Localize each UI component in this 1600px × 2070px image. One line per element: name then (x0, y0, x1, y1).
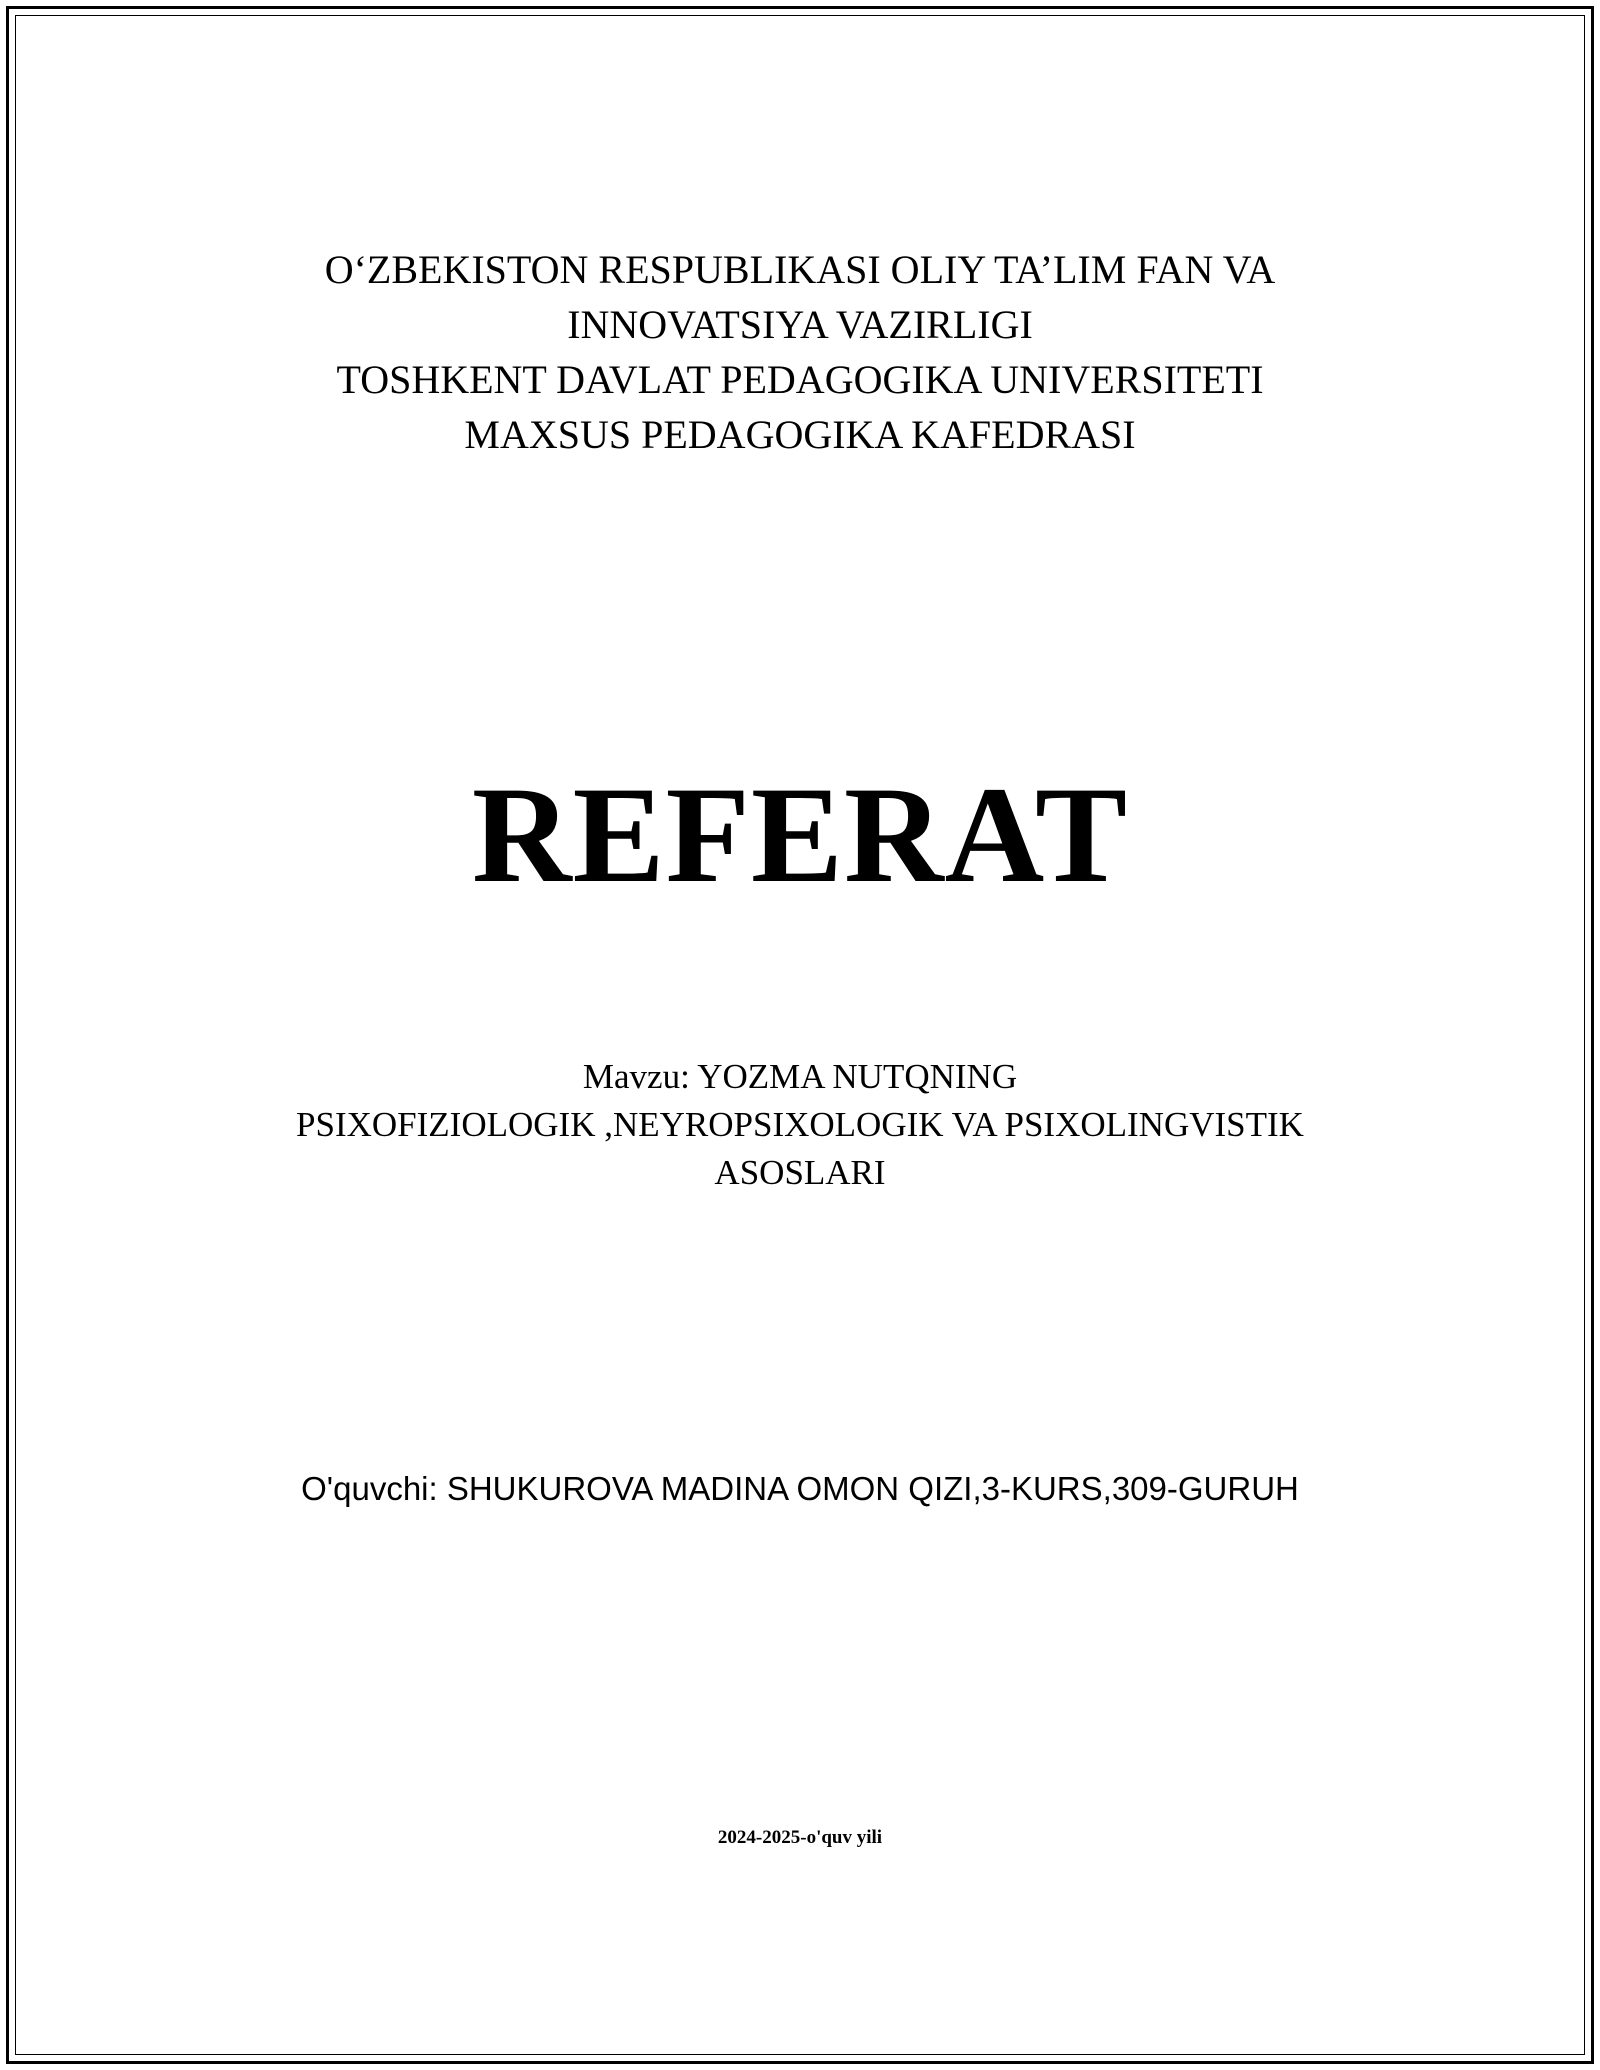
academic-year: 2024-2025-o'quv yili (717, 1827, 883, 1848)
topic-line-1: Mavzu: YOZMA NUTQNING (582, 1057, 1018, 1096)
header-line-department: MAXSUS PEDAGOGIKA KAFEDRASI (464, 412, 1136, 457)
topic-line-3: ASOSLARI (714, 1153, 886, 1192)
institution-header (0, 242, 1600, 462)
topic-block (0, 1053, 1600, 1197)
topic-line-2: PSIXOFIZIOLOGIK ,NEYROPSIXOLOGIK VA PSIXOLINGVISTIK (296, 1105, 1304, 1144)
header-line-ministry: O‘ZBEKISTON RESPUBLIKASI OLIY TA’LIM FAN VA (324, 247, 1276, 292)
header-line-university: TOSHKENT DAVLAT PEDAGOGIKA UNIVERSITETI (336, 357, 1264, 402)
header-line-ministry-cont: INNOVATSIYA VAZIRLIGI (567, 302, 1033, 347)
student-info: O'quvchi: SHUKUROVA MADINA OMON QIZI,3-KURS,309-GURUH (301, 1470, 1299, 1507)
document-title: REFERAT (471, 758, 1129, 911)
